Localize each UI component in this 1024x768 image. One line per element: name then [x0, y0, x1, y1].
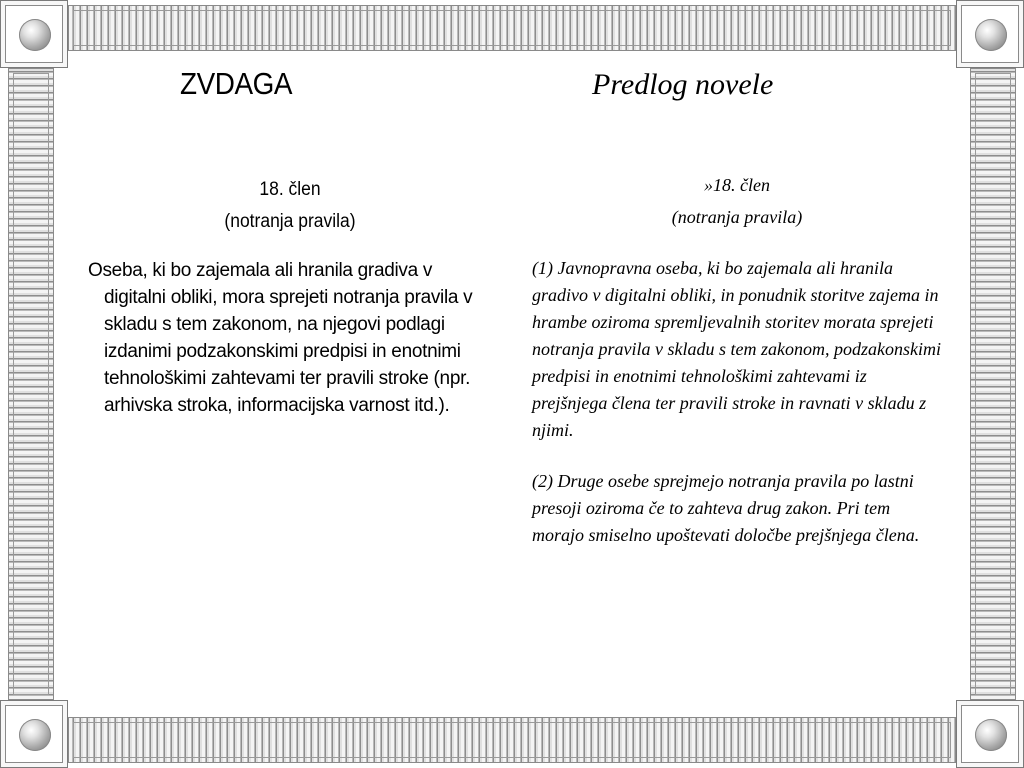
- left-article-subtitle: (notranja pravila): [224, 211, 356, 232]
- frame-corner-bottom-left: [0, 700, 68, 768]
- right-article-number: »18. člen: [704, 175, 770, 195]
- frame-left-bar: [8, 68, 54, 700]
- metal-knob-icon: [19, 19, 51, 51]
- frame-corner-top-left: [0, 0, 68, 68]
- metal-knob-icon: [975, 19, 1007, 51]
- frame-right-bar: [970, 68, 1016, 700]
- frame-bottom-bar: [68, 717, 956, 763]
- frame-corner-top-right: [956, 0, 1024, 68]
- metal-knob-icon: [975, 719, 1007, 751]
- right-article-subtitle: (notranja pravila): [671, 207, 803, 227]
- right-title: Predlog novele: [592, 68, 774, 101]
- left-title: ZVDAGA: [180, 66, 293, 101]
- metal-knob-icon: [19, 719, 51, 751]
- left-article-paragraph: Oseba, ki bo zajemala ali hranila gradiva v digitalni obliki, mora sprejeti notranja pravila v skladu s tem zakonom, na njegovi podlagi izdanimi podzakonskimi predpisi in enotnimi tehnološkimi zahtevami ter pravili stroke (npr. arhivska stroka, informacijska varnost itd.).: [88, 260, 473, 416]
- frame-top-bar: [68, 5, 956, 51]
- right-article-paragraph-1: (1) Javnopravna oseba, ki bo zajemala ali hranila gradivo v digitalni obliki, in ponudnik storitve zajema in hrambe oziroma spremljevalnih storitev morata sprejeti notranja pravila v skladu s tem zakonom, podzakonskimi predpisi in enotnimi tehnološkimi zahtevami iz prejšnjega člena ter pravili stroke in ravnati v skladu z njimi.: [532, 258, 941, 440]
- right-column: [532, 172, 942, 549]
- right-article-paragraph-2: (2) Druge osebe sprejmejo notranja pravila po lastni presoji oziroma če to zahteva drug zakon. Pri tem morajo smiselno upoštevati določbe prejšnjega člena.: [532, 471, 920, 545]
- left-article-number: 18. člen: [259, 179, 321, 200]
- left-column: [88, 176, 492, 419]
- frame-corner-bottom-right: [956, 700, 1024, 768]
